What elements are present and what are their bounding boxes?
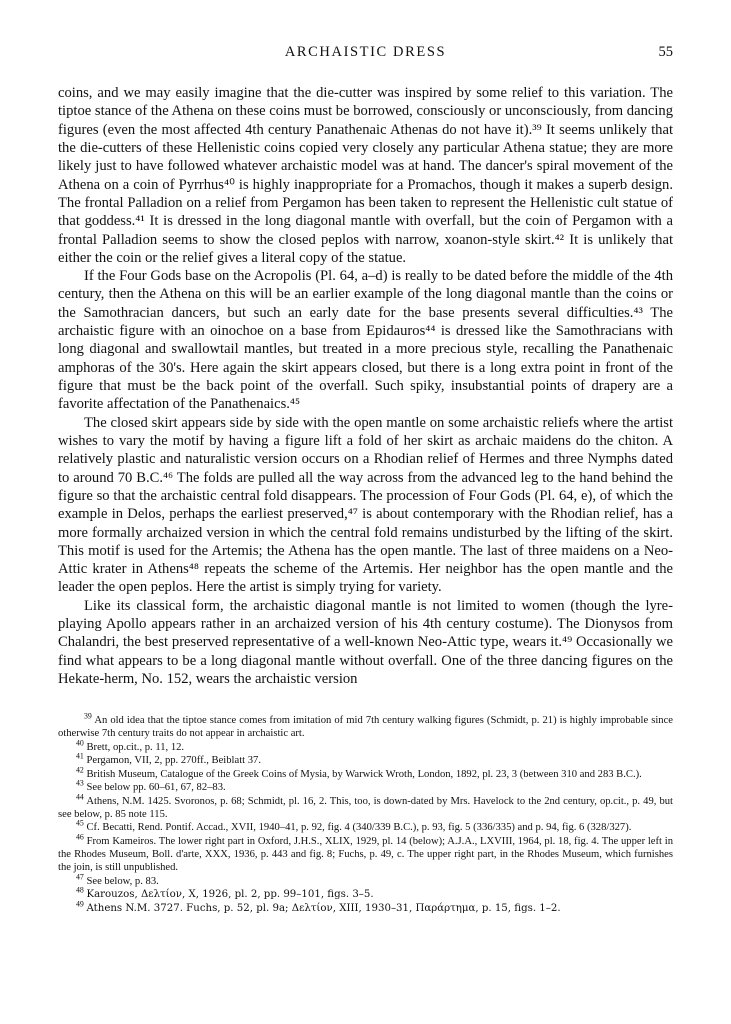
- footnote: [58, 885, 673, 902]
- footnote-marker: 47: [76, 871, 84, 881]
- footnote-marker: 43: [76, 778, 84, 788]
- footnote-section: [58, 711, 673, 915]
- footnote-marker: 41: [76, 751, 84, 761]
- footnote-marker: 42: [76, 765, 84, 775]
- footnote-text: Athens, N.M. 1425. Svoronos, p. 68; Schmidt, pl. 16, 2. This, too, is down-dated by Mrs. Havelock to the 2nd century, op.cit., p. 49, but see below, p. 85 note 115.: [58, 795, 673, 820]
- footnote-text: An old idea that the tiptoe stance comes from imitation of mid 7th century walking figures (Schmidt, p. 21) is highly improbable since otherwise 7th century traits do not appear in archaistic art.: [58, 715, 673, 740]
- footnote-text: From Kameiros. The lower right part in Oxford, J.H.S., XLIX, 1929, pl. 14 (below); A.J.A., LXVIII, 1964, pl. 18, fig. 4. The upper left in the Rhodes Museum, Boll. d'arte, XXX, 1936, p. 443 and fig. 8; Fuchs, p. 49, c. The upper right part, in the Rhodes Museum, which furnishes the join, is still unpublished.: [58, 835, 673, 873]
- page-header: [58, 44, 673, 70]
- footnote-text: Pergamon, VII, 2, pp. 270ff., Beiblatt 37.: [86, 755, 261, 767]
- footnote: [58, 751, 673, 767]
- footnote-marker: 48: [76, 885, 84, 895]
- footnote: [58, 792, 673, 821]
- body-text: [58, 84, 673, 688]
- footnote-text: British Museum, Catalogue of the Greek Coins of Mysia, by Warwick Wroth, London, 1892, pl. 23, 3 (between 310 and 283 B.C.).: [86, 768, 642, 780]
- footnote-marker: 49: [76, 899, 84, 909]
- footnote: [58, 899, 673, 916]
- running-title: ARCHAISTIC DRESS: [284, 44, 447, 60]
- footnote: [58, 738, 673, 754]
- paragraph: The closed skirt appears side by side with the open mantle on some archaistic reliefs where the artist wishes to vary the motif by having a figure lift a fold of her skirt as archaic maidens do the chiton. A relatively plastic and naturalistic version occurs on a Rhodian relief of Hermes and three Nymphs dated to around 70 B.C.⁴⁶ The folds are pulled all the way across from the advanced leg to the hand behind the figure so that the archaistic central fold disappears. The procession of Four Gods (Pl. 64, e), of which the example in Delos, perhaps the earliest preserved,⁴⁷ is about contemporary with the Rhodian relief, has a more formally archaized version in which the central fold remains undisturbed by the lifting of the skirt. This motif is used for the Artemis; the Athena has the open mantle. The last of three maidens on a Neo-Attic krater in Athens⁴⁸ repeats the scheme of the Artemis. Her neighbor has the open mantle and the leader the open peplos. Here the artist is simply trying for variety.: [58, 414, 673, 596]
- footnote: [58, 765, 673, 781]
- page-number: 55: [658, 44, 673, 60]
- footnote-marker: 46: [76, 832, 84, 842]
- footnote-text: Cf. Becatti, Rend. Pontif. Accad., XVII, 1940–41, p. 92, fig. 4 (340/339 B.C.), p. 93, fig. 5 (336/335) and p. 94, fig. 6 (328/327).: [86, 822, 632, 834]
- footnote: [58, 818, 673, 834]
- footnote-text: Brett, op.cit., p. 11, 12.: [86, 741, 185, 753]
- footnote-text: Athens N.M. 3727. Fuchs, p. 52, pl. 9a; Δελτίον, XIII, 1930–31, Παράρτημα, p. 15, figs. 1–2.: [86, 903, 561, 915]
- paragraph: Like its classical form, the archaistic diagonal mantle is not limited to women (though the lyre-playing Apollo appears rather in an archaized version of his 4th century costume). The Dionysos from Chalandri, the best preserved representative of a well-known Neo-Attic type, wears it.⁴⁹ Occasionally we find what appears to be a long diagonal mantle without overfall. One of the three dancing figures on the Hekate-herm, No. 152, wears the archaistic version: [58, 597, 673, 687]
- footnote-text: See below, p. 83.: [86, 875, 159, 887]
- footnote-text: Karouzos, Δελτίον, X, 1926, pl. 2, pp. 99–101, figs. 3–5.: [86, 889, 374, 901]
- paragraph: coins, and we may easily imagine that the die-cutter was inspired by some relief to this variation. The tiptoe stance of the Athena on these coins must be borrowed, consciously or unconsciously, from dancing figures (even the most affected 4th century Panathenaic Athenas do not have it).³⁹ It seems unlikely that the die-cutters of these Hellenistic coins copied very closely any particular Athena statue; they are more likely just to have followed whatever archaistic model was at hand. The dancer's spiral movement of the Athena on a coin of Pyrrhus⁴⁰ is highly inappropriate for a Promachos, though it makes a superb design. The frontal Palladion on a relief from Pergamon has been taken to represent the Hellenistic cult statue of that goddess.⁴¹ It is dressed in the long diagonal mantle with overfall, but the coin of Pergamon with a frontal Palladion seems to show the closed peplos with narrow, xoanon-style skirt.⁴² It is unlikely that either the coin or the relief gives a literal copy of the statue.: [58, 85, 673, 266]
- footnote: [58, 832, 673, 874]
- footnote-marker: 40: [76, 738, 84, 748]
- footnote: [58, 871, 673, 888]
- paragraph: If the Four Gods base on the Acropolis (Pl. 64, a–d) is really to be dated before the middle of the 4th century, then the Athena on this will be an earlier example of the long diagonal mantle than the coins or the Samothracian dancers, but such an early date for the base presents several difficulties.⁴³ The archaistic figure with an oinochoe on a base from Epidauros⁴⁴ is dressed like the Samothracians with long diagonal and swallowtail mantles, but treated in a more precious style, recalling the Panathenaic amphoras of the 30's. Here again the skirt appears closed, but there is a long extra point in front of the figure that must be the back point of the overfall. Such spiky, insubstantial points of drapery are a favorite affectation of the Panathenaics.⁴⁵: [58, 268, 673, 413]
- footnote-marker: 44: [76, 792, 84, 802]
- footnote: [58, 711, 673, 740]
- footnote: [58, 778, 673, 794]
- footnote-marker: 45: [76, 818, 84, 828]
- footnote-text: See below pp. 60–61, 67, 82–83.: [86, 782, 226, 794]
- footnote-marker: 39: [84, 711, 92, 721]
